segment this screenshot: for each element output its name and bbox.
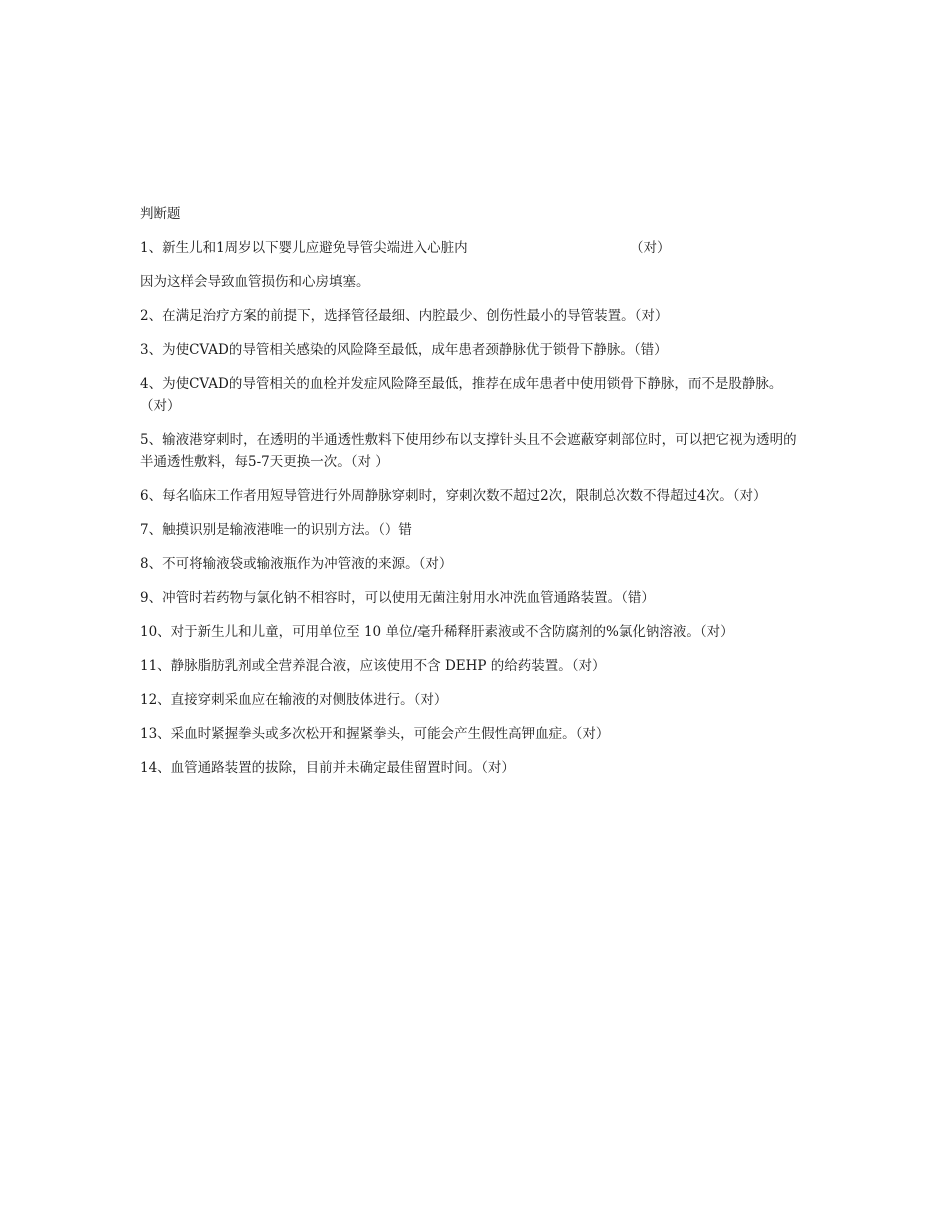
question-9: 9、冲管时若药物与氯化钠不相容时，可以使用无菌注射用水冲洗血管通路装置。（错） [140,590,655,606]
question-4: 4、为使CVAD的导管相关的血栓并发症风险降至最低，推荐在成年患者中使用锁骨下静脉，而不是股静脉。（对） [140,376,783,414]
question-11: 11、静脉脂肪乳剂或全营养混合液，应该使用不含 DEHP 的给药装置。（对） [140,658,606,674]
question-3: 3、为使CVAD的导管相关感染的风险降至最低，成年患者颈静脉优于锁骨下静脉。（错） [140,342,668,358]
question-6: 6、每名临床工作者用短导管进行外周静脉穿刺时，穿刺次数不超过2次，限制总次数不得超过4次。（对） [140,488,767,504]
question-1 [140,237,805,259]
question-1-explanation: 因为这样会导致血管损伤和心房填塞。 [140,274,370,290]
question-5: 5、输液港穿刺时，在透明的半通透性敷料下使用纱布以支撑针头且不会遮蔽穿刺部位时，可以把它视为透明的半通透性敷料，每5-7天更换一次。（对 ） [140,432,797,470]
question-12: 12、直接穿刺采血应在输液的对侧肢体进行。（对） [140,692,448,708]
section-title: 判断题 [140,206,181,222]
question-13: 13、采血时紧握拳头或多次松开和握紧拳头，可能会产生假性高钾血症。（对） [140,726,610,742]
question-1-answer: （对） [630,240,671,256]
question-7: 7、触摸识别是输液港唯一的识别方法。（）错 [140,522,412,538]
document-body [140,203,805,791]
question-2: 2、在满足治疗方案的前提下，选择管径最细、内腔最少、创伤性最小的导管装置。（对） [140,308,669,324]
question-14: 14、血管通路装置的拔除，目前并未确定最佳留置时间。（对） [140,760,515,776]
question-10: 10、对于新生儿和儿童，可用单位至 10 单位/毫升稀释肝素液或不含防腐剂的%氯化钠溶液。（对） [140,624,734,640]
question-8: 8、不可将输液袋或输液瓶作为冲管液的来源。（对） [140,556,453,572]
question-1-text: 1、新生儿和1周岁以下婴儿应避免导管尖端进入心脏内 [140,240,468,256]
